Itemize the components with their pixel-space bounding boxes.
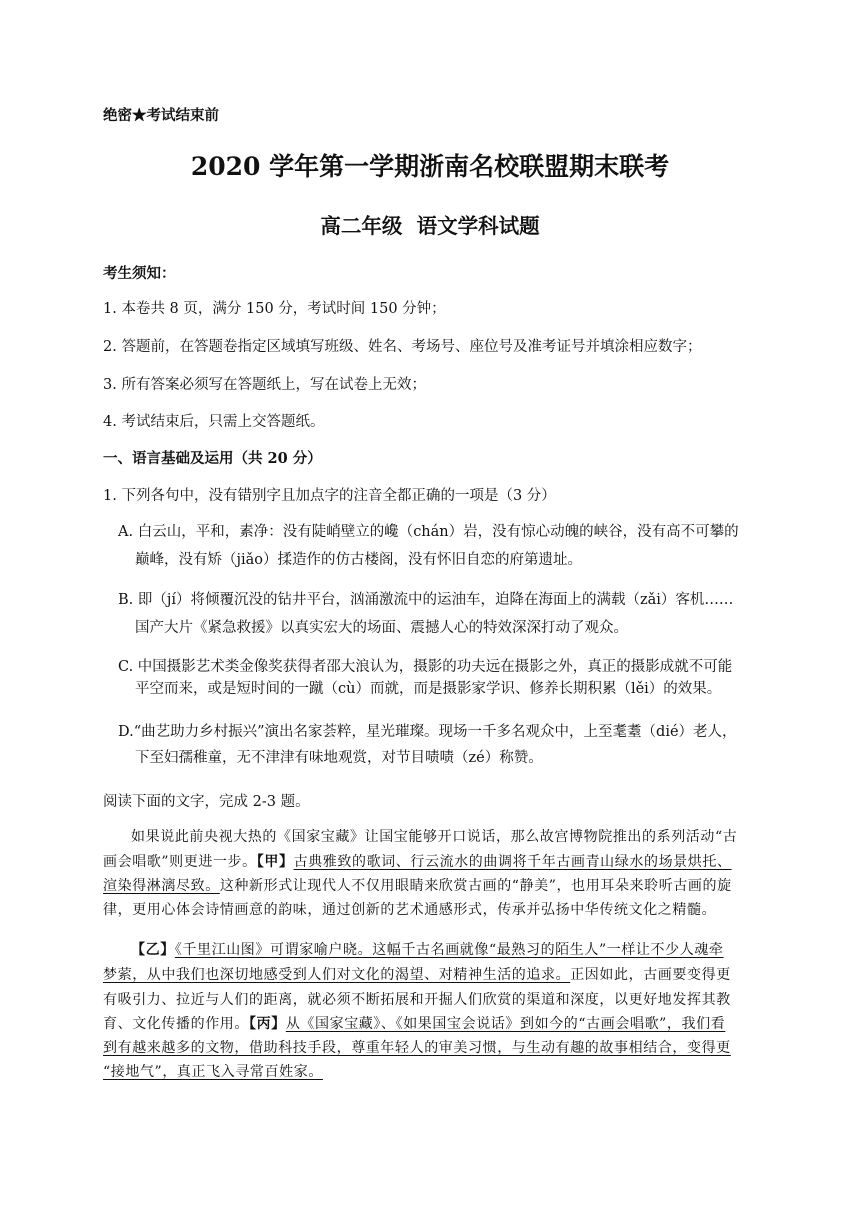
underlined-text: 从《国家宝藏》、《如果国宝会说话》到如今的“古画会唱歌”，我们看	[285, 1016, 726, 1032]
passage-text: 这种新形式让现代人不仅用眼睛来欣赏古画的“静美”，也用耳朵来聆听古画的旋	[219, 878, 732, 894]
marker-bing: 【丙】	[249, 1016, 286, 1032]
underlined-text: 渲染得淋漓尽致。	[103, 878, 220, 894]
underlined-text: 梦萦，从中我们也深切地感受到人们对文化的渴望、对精神生活的追求。	[103, 967, 571, 983]
option-line: A. 白云山，平和，素净：没有陡峭壁立的巉（chán）岩，没有惊心动魄的峡谷，没有高不可攀的	[118, 524, 739, 540]
passage-text: 育、文化传播的作用。	[103, 1016, 249, 1032]
underlined-text: 《千里江山图》可谓家喻户晓。这幅千古名画就像“最熟习的陌生人”一样让不少人魂牵	[174, 942, 724, 958]
notice-item: 2. 答题前，在答题卷指定区域填写班级、姓名、考场号、座位号及准考证号并填涂相应数字；	[103, 339, 702, 355]
option-line: 下至妇孺稚童，无不津津有味地观赏，对节目啧啧（zé）称赞。	[135, 750, 543, 766]
passage-line: 到有越来越多的文物，借助科技手段，尊重年轻人的审美习惯，与生动有趣的故事相结合，变得更	[103, 1040, 731, 1056]
option-line: C. 中国摄影艺术类金像奖获得者邵大浪认为，摄影的功夫远在摄影之外，真正的摄影成就不可能	[118, 659, 733, 675]
question-1-stem: 1. 下列各句中，没有错别字且加点字的注音全都正确的一项是（3 分）	[103, 488, 556, 504]
passage-line	[103, 875, 732, 895]
marker-jia: 【甲】	[256, 854, 294, 870]
passage-line: 有吸引力、拉近与人们的距离，就必须不断拓展和开掘人们欣赏的渠道和深度，以更好地发挥其教	[103, 992, 731, 1008]
exam-title: 2020 学年第一学期浙南名校联盟期末联考	[190, 152, 670, 181]
passage-line: 律，更用心体会诗情画意的韵味，通过创新的艺术通感形式，传承并弘扬中华传统文化之精髓。	[103, 902, 717, 918]
option-line: 国产大片《紧急救援》以真实宏大的场面、震撼人心的特效深深打动了观众。	[135, 620, 628, 636]
section-heading: 一、语言基础及运用（共 20 分）	[103, 450, 322, 467]
exam-subtitle: 高二年级 语文学科试题	[320, 214, 540, 238]
notice-item: 4. 考试结束后，只需上交答题纸。	[103, 414, 325, 430]
passage-line: 如果说此前央视大热的《国家宝藏》让国宝能够开口说话，那么故宫博物院推出的系列活动“古	[131, 829, 738, 845]
reading-intro: 阅读下面的文字，完成 2-3 题。	[103, 794, 310, 810]
underlined-text: 古典雅致的歌词、行云流水的曲调将千年古画青山绿水的场景烘托、	[293, 854, 732, 870]
option-line: 巅峰，没有矫（jiǎo）揉造作的仿古楼阁，没有怀旧自恋的府第遗址。	[135, 552, 583, 568]
option-line: D.“曲艺助力乡村振兴”演出名家荟粹，星光璀璨。现场一千多名观众中，上至耄耋（dié）老人，	[118, 724, 737, 740]
passage-text: 画会唱歌”则更进一步。	[103, 854, 257, 870]
passage-line: “接地气”，真正飞入寻常百姓家。	[103, 1064, 323, 1080]
passage-text: 正因如此，古画要变得更	[570, 967, 731, 983]
option-line: B. 即（jí）将倾覆沉没的钻井平台，汹涌激流中的运油车，迫降在海面上的满载（zǎi）客机……	[118, 592, 734, 608]
notice-item: 1. 本卷共 8 页，满分 150 分，考试时间 150 分钟；	[103, 301, 446, 317]
notice-item: 3. 所有答案必须写在答题纸上，写在试卷上无效；	[103, 377, 426, 393]
passage-line	[103, 1013, 725, 1033]
option-line: 平空而来，或是短时间的一蹴（cù）而就，而是摄影家学识、修养长期积累（lěi）的效果。	[135, 681, 722, 697]
passage-line	[103, 964, 731, 984]
passage-line	[103, 851, 732, 871]
marker-yi: 【乙】	[131, 942, 175, 958]
secret-label: 绝密★考试结束前	[103, 107, 219, 124]
notice-heading: 考生须知：	[103, 265, 176, 282]
passage-line	[131, 939, 724, 959]
